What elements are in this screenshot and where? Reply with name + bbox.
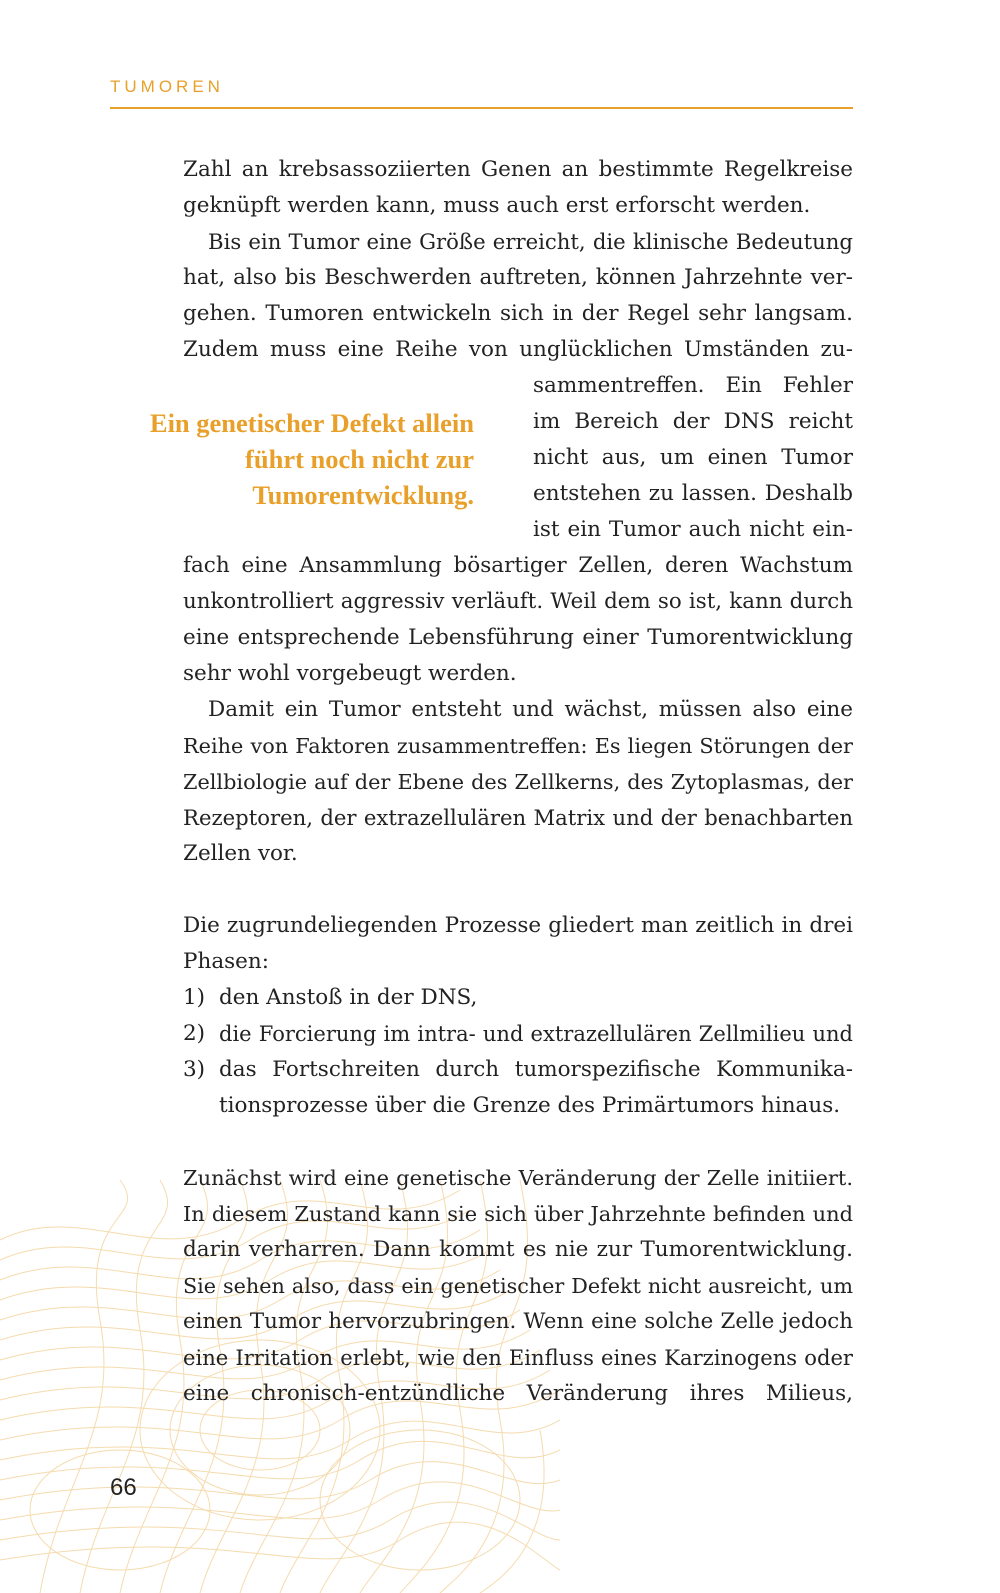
text-line: sehr wohl vorgebeugt werden. [183, 661, 517, 686]
text-line: unkontrolliert aggressiv verläuft. Weil dem so ist, kann durch [183, 589, 853, 614]
list-item: das Fortschreiten durch tumorspezifische Kommunika- [219, 1057, 853, 1082]
list-item: den Anstoß in der DNS, [219, 985, 478, 1010]
text-line: entstehen zu lassen. Deshalb [533, 481, 853, 506]
text-line: geknüpft werden kann, muss auch erst erforscht werden. [183, 193, 811, 218]
text-line: Damit ein Tumor entsteht und wächst, müssen also eine [208, 697, 853, 722]
text-line: sammentreffen. Ein Fehler [533, 373, 853, 398]
list-marker: 1) [183, 985, 206, 1010]
pull-quote-line: Ein genetischer Defekt allein [149, 408, 474, 438]
list-item: die Forcierung im intra- und extrazellulären Zellmilieu und [219, 1021, 853, 1046]
text-line: darin verharren. Dann kommt es nie zur Tumorentwicklung. [183, 1237, 853, 1262]
text-line: eine entsprechende Lebensführung einer Tumorentwicklung [183, 625, 853, 650]
text-line: Reihe von Faktoren zusammentreffen: Es liegen Störungen der [183, 734, 853, 758]
text-line: ist ein Tumor auch nicht ein- [533, 517, 853, 542]
text-line: einen Tumor hervorzubringen. Wenn eine solche Zelle jedoch [183, 1309, 853, 1334]
page-number: 66 [110, 1474, 137, 1501]
header-rule [110, 107, 853, 109]
text-line: Zellbiologie auf der Ebene des Zellkerns, des Zytoplasmas, der [183, 770, 853, 794]
text-line: Bis ein Tumor eine Größe erreicht, die klinische Bedeutung [208, 229, 853, 254]
text-line: gehen. Tumoren entwickeln sich in der Regel sehr langsam. [183, 301, 853, 326]
text-line: Sie sehen also, dass ein genetischer Defekt nicht ausreicht, um [183, 1274, 853, 1298]
text-line: fach eine Ansammlung bösartiger Zellen, deren Wachstum [183, 553, 853, 578]
text-line: Rezeptoren, der extrazellulären Matrix und der benachbarten [183, 805, 853, 830]
pull-quote-line: Tumorentwicklung. [252, 480, 474, 510]
running-head: TUMOREN [110, 77, 224, 96]
text-line: eine chronisch-entzündliche Veränderung ihres Milieus, [183, 1381, 853, 1406]
text-line: Phasen: [183, 949, 269, 974]
list-marker: 2) [183, 1021, 206, 1046]
text-line: Zudem muss eine Reihe von unglücklichen Umständen zu- [183, 337, 853, 362]
text-line: Die zugrundeliegenden Prozesse gliedert man zeitlich in drei [183, 913, 853, 938]
text-line: eine Irritation erlebt, wie den Einfluss eines Karzinogens oder [183, 1345, 853, 1370]
text-line: Zellen vor. [183, 841, 298, 866]
text-line: nicht aus, um einen Tumor [533, 445, 853, 470]
list-marker: 3) [183, 1057, 206, 1082]
text-line: In diesem Zustand kann sie sich über Jahrzehnte befinden und [183, 1202, 853, 1226]
pull-quote-line: führt noch nicht zur [245, 444, 474, 474]
text-line: hat, also bis Beschwerden auftreten, können Jahrzehnte ver- [183, 265, 853, 290]
text-line: Zunächst wird eine genetische Veränderung der Zelle initiiert. [183, 1166, 853, 1190]
text-line: im Bereich der DNS reicht [533, 409, 853, 434]
text-line: Zahl an krebsassoziierten Genen an bestimmte Regelkreise [183, 157, 853, 182]
list-item: tionsprozesse über die Grenze des Primärtumors hinaus. [219, 1093, 841, 1118]
